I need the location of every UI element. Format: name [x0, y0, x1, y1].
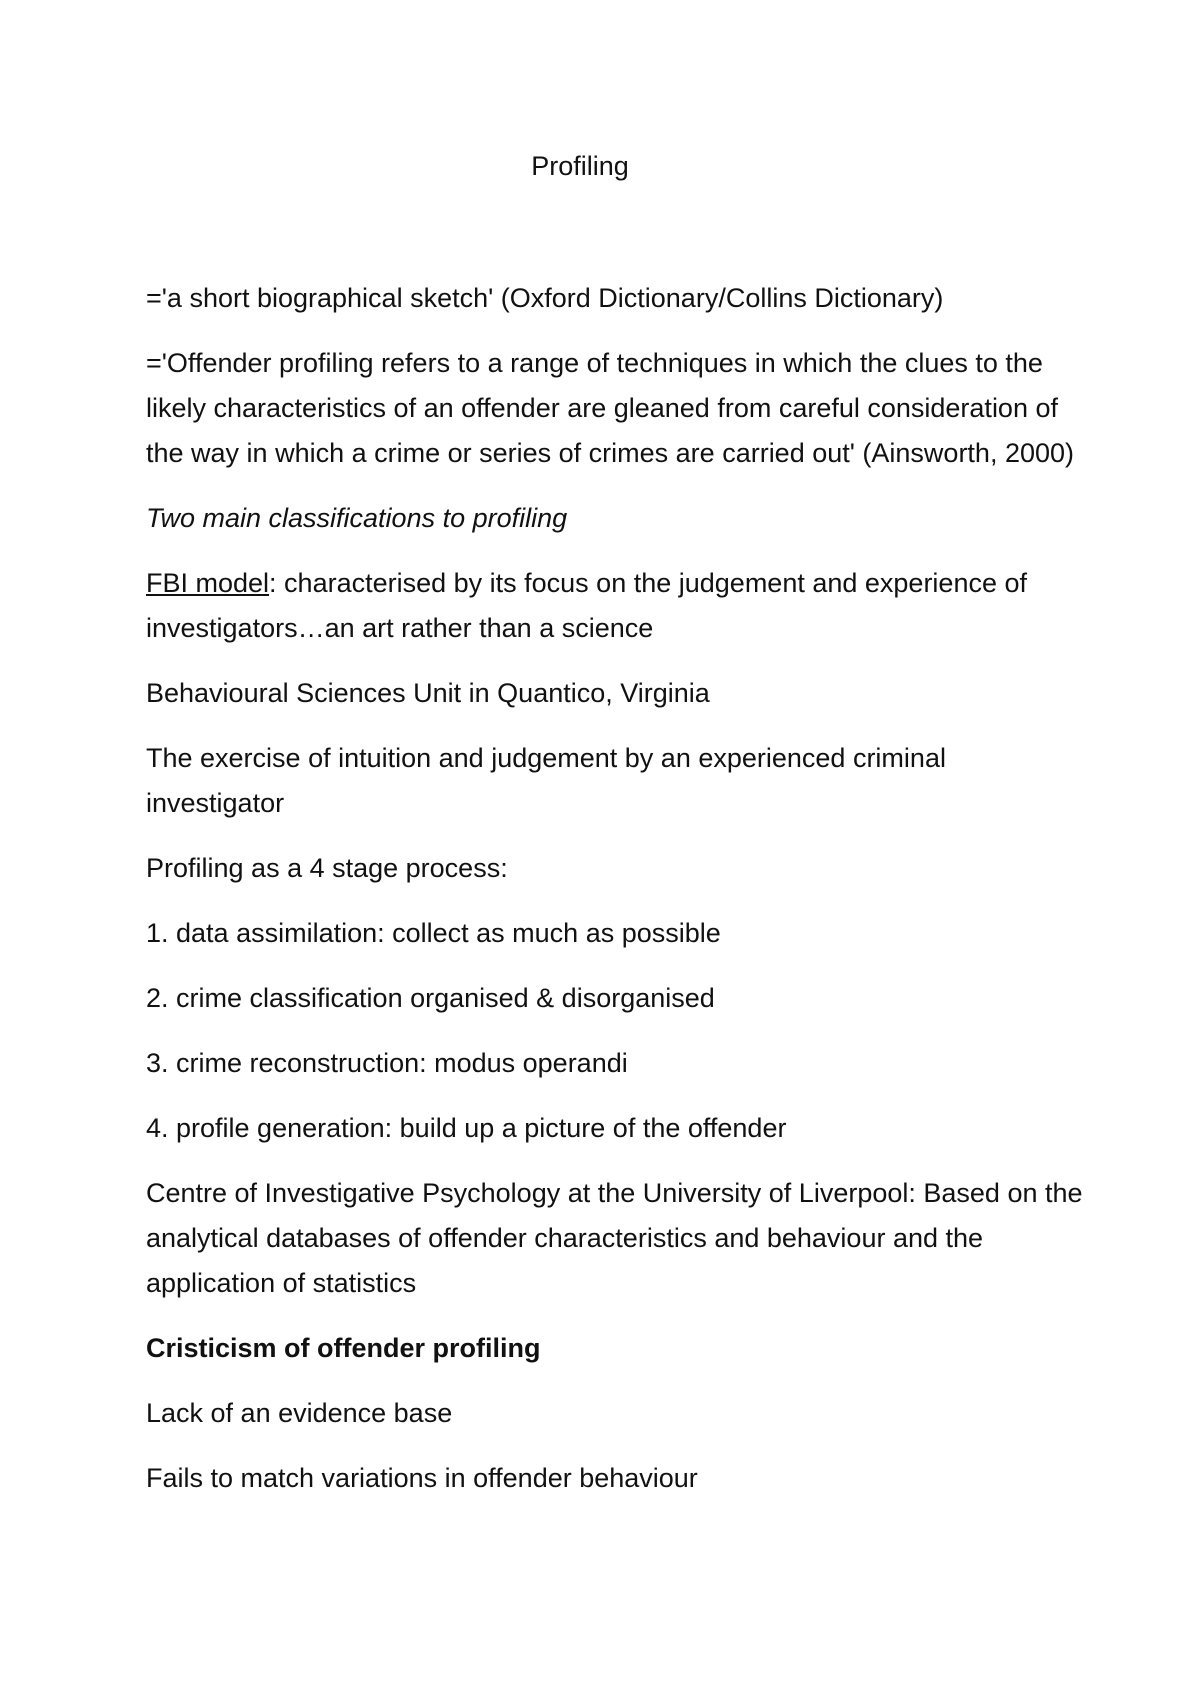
- fbi-model-label: FBI model: [146, 568, 270, 598]
- document-title: Profiling: [531, 151, 629, 181]
- bsu-paragraph: Behavioural Sciences Unit in Quantico, Virginia: [146, 678, 710, 708]
- stage-item: 1. data assimilation: collect as much as possible: [146, 918, 721, 948]
- fbi-model-paragraph: [146, 561, 1086, 651]
- criticism-item: Fails to match variations in offender behaviour: [146, 1463, 698, 1493]
- definition-dictionary: ='a short biographical sketch' (Oxford Dictionary/Collins Dictionary): [146, 283, 944, 313]
- stage-item: 2. crime classification organised & disorganised: [146, 983, 715, 1013]
- classifications-heading: Two main classifications to profiling: [146, 503, 568, 533]
- stage-item: 4. profile generation: build up a picture of the offender: [146, 1113, 787, 1143]
- intuition-paragraph: The exercise of intuition and judgement by an experienced criminal investigator: [146, 743, 946, 818]
- criticism-heading: Cristicism of offender profiling: [146, 1333, 541, 1363]
- definition-ainsworth: ='Offender profiling refers to a range of techniques in which the clues to the likely characteristics of an offender are gleaned from careful consideration of the way in which a crime or series of crimes are carried out' (Ainsworth, 2000): [146, 348, 1075, 468]
- criticism-item: Lack of an evidence base: [146, 1398, 453, 1428]
- stage-item: 3. crime reconstruction: modus operandi: [146, 1048, 628, 1078]
- document-body: [146, 276, 1086, 1521]
- stages-intro: Profiling as a 4 stage process:: [146, 853, 508, 883]
- fbi-model-text: : characterised by its focus on the judgement and experience of investigators…an art rather than a science: [146, 568, 1027, 643]
- liverpool-paragraph: Centre of Investigative Psychology at the University of Liverpool: Based on the analytical databases of offender characteristics and behaviour and the application of statistics: [146, 1178, 1083, 1298]
